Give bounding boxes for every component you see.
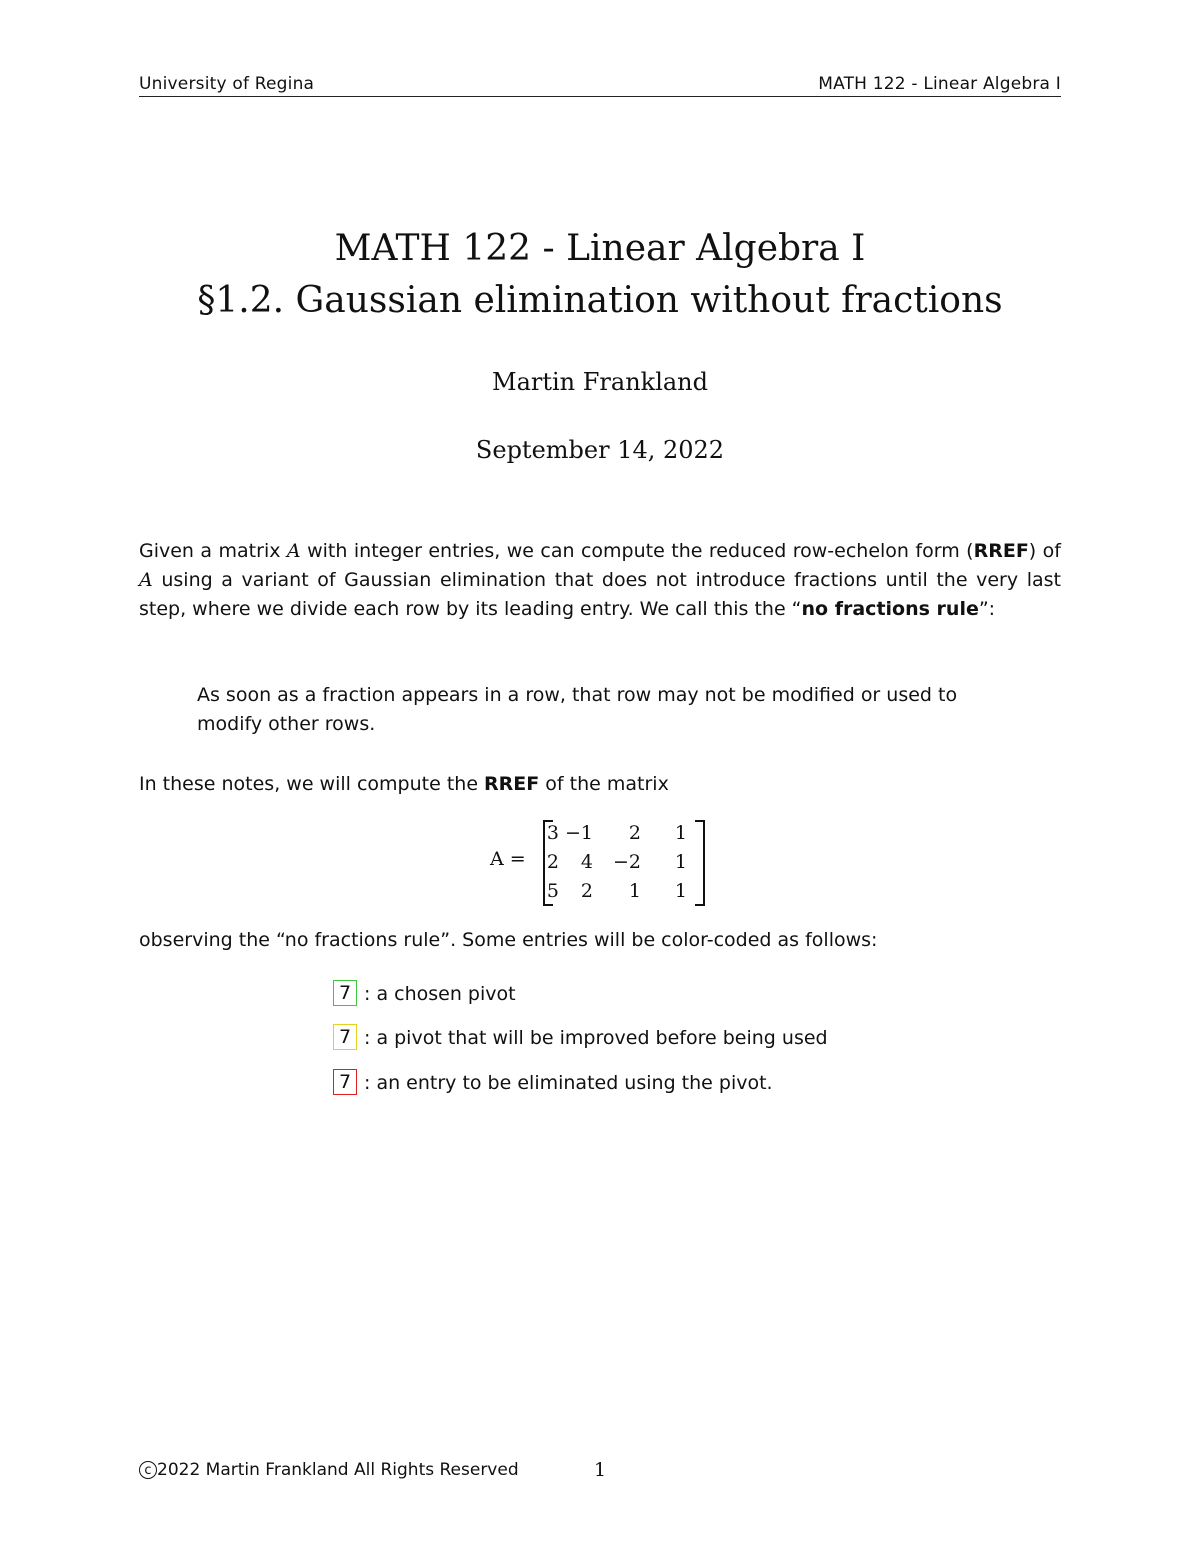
legend-label: : a pivot that will be improved before being used <box>364 1027 828 1049</box>
matrix-lhs: A = <box>490 848 526 870</box>
observing-paragraph: observing the “no fractions rule”. Some entries will be color-coded as follows: <box>139 929 878 951</box>
matrix-entry: 2 <box>546 851 559 873</box>
variable-a: A <box>139 569 153 591</box>
matrix-entry: 4 <box>580 851 593 873</box>
matrix-entry: −1 <box>564 822 593 844</box>
document-title: MATH 122 - Linear Algebra I <box>334 228 866 269</box>
notes-paragraph: In these notes, we will compute the RREF of the matrix <box>139 773 669 795</box>
matrix-entry: 1 <box>628 880 641 902</box>
matrix-entry: 2 <box>580 880 593 902</box>
rref-term: RREF <box>484 773 540 795</box>
rule-quote: As soon as a fraction appears in a row, that row may not be modified or used to modify other rows. <box>197 684 958 735</box>
document-subtitle: §1.2. Gaussian elimination without fractions <box>197 280 1003 321</box>
intro-paragraph: Given a matrix A with integer entries, we can compute the reduced row-echelon form (RREF) of A using a variant of Gaussian elimination that does not introduce fractions until the very last step, where we divide each row by its leading entry. We call this the “no fractions rule”: <box>139 540 1061 620</box>
header-course: MATH 122 - Linear Algebra I <box>818 74 1061 94</box>
page-number: 1 <box>594 1459 607 1481</box>
legend-swatch: 7 <box>333 1069 357 1095</box>
matrix-right-bracket <box>695 820 705 906</box>
copyright-icon: c <box>139 1461 157 1479</box>
matrix-entry: 1 <box>674 851 687 873</box>
matrix-entry: 2 <box>628 822 641 844</box>
legend-label: : a chosen pivot <box>364 983 516 1005</box>
page-header <box>139 72 1061 97</box>
matrix-entry: 1 <box>674 880 687 902</box>
page-footer <box>139 1460 519 1480</box>
variable-a: A <box>286 540 301 562</box>
matrix-entry: 3 <box>546 822 559 844</box>
matrix-entry: 5 <box>546 880 559 902</box>
author-name: Martin Frankland <box>492 368 708 396</box>
legend-label: : an entry to be eliminated using the pivot. <box>364 1072 773 1094</box>
legend-swatch: 7 <box>333 1024 357 1050</box>
legend-swatch: 7 <box>333 980 357 1006</box>
rref-term: RREF <box>973 540 1029 562</box>
header-institution: University of Regina <box>139 74 315 94</box>
matrix-entry: 1 <box>674 822 687 844</box>
footer-copyright: 2022 Martin Frankland All Rights Reserved <box>157 1460 519 1480</box>
matrix-entry: −2 <box>612 851 641 873</box>
document-date: September 14, 2022 <box>475 436 725 464</box>
no-fractions-rule-term: no fractions rule <box>801 598 979 620</box>
